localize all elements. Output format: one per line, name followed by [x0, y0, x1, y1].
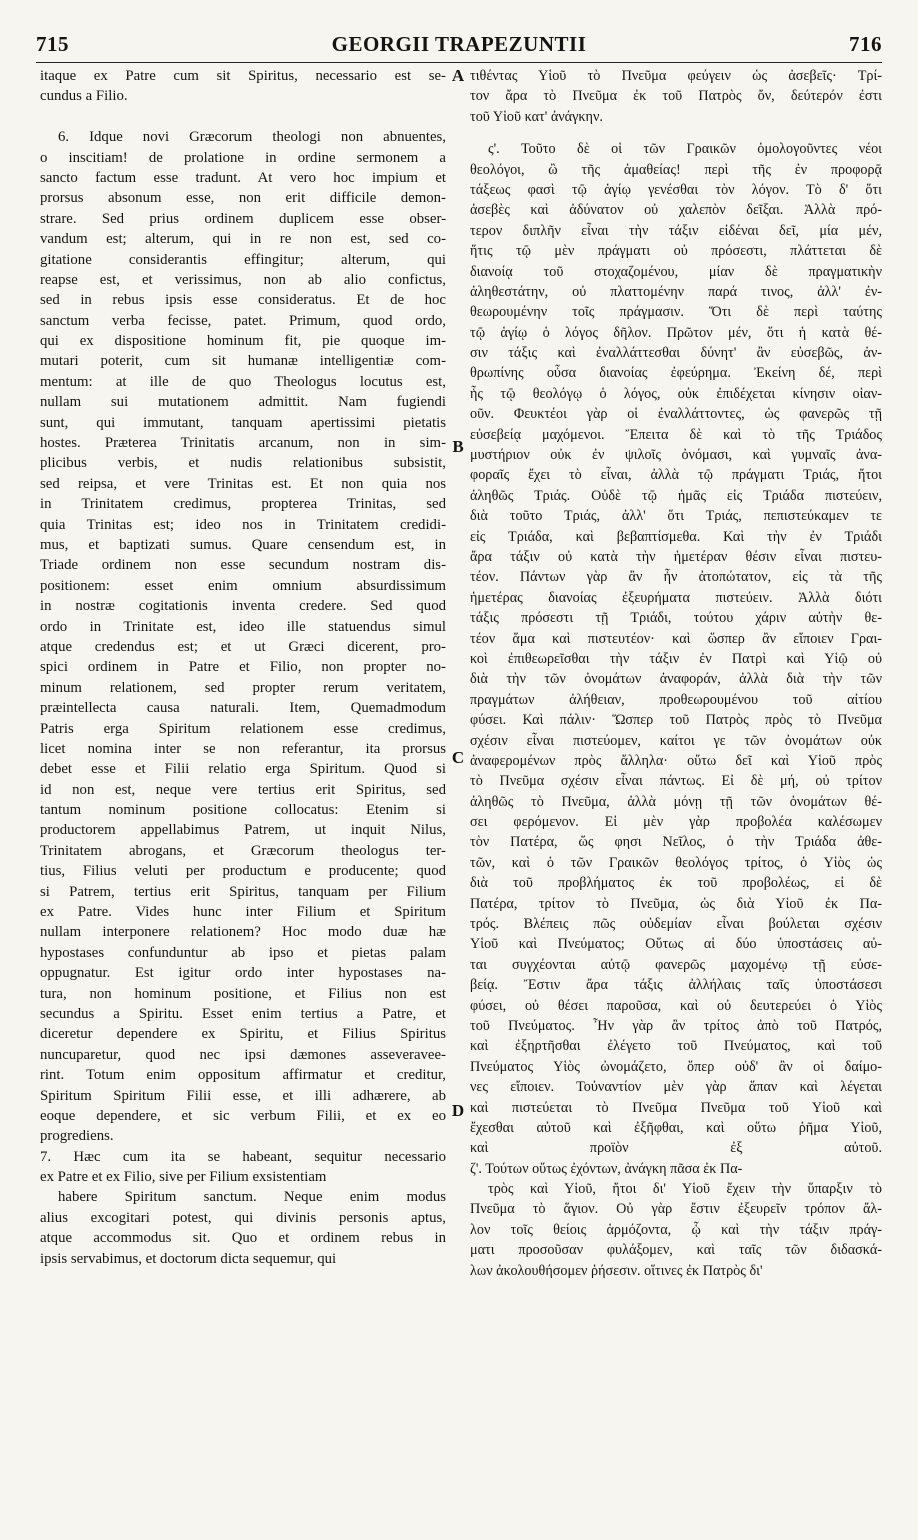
greek-text-line: φύσει, οὐ θέσει παροῦσα, καὶ οὐ δευτερεύει ὁ Υἱὸς [470, 997, 882, 1014]
greek-text-line: θρωπίνης οὖσα διανοίας ἐφεύρημα. Ἐκείνη δέ, περὶ [470, 365, 882, 382]
greek-text-line: τὸ Πνεῦμα σχέσιν εἶναι πάντως. Εἰ δὲ μή, οὐ τρίτον [470, 773, 882, 790]
latin-text-line: Triade ordinem non esse secundum nostram dis- [40, 557, 446, 574]
greek-text-line: τρὸς καὶ Υἱοῦ, ἤτοι δι' Υἱοῦ ἔχειν τὴν ὕπαρξιν τὸ [488, 1181, 882, 1198]
latin-text-line: prorsus absonum esse, non erit difficile demon- [40, 190, 446, 207]
latin-text-line: alius excogitari potest, qui divinis personis aptus, [40, 1209, 446, 1226]
paragraph-gap [40, 107, 446, 127]
latin-text-line: ipsis servabimus, et doctorum dicta sequemur, qui [40, 1250, 337, 1267]
latin-text-line: tius, Filius veluti per productum e producente; quod [40, 863, 446, 880]
latin-text-line: debet esse et Filii relatio erga Spiritum. Quod si [40, 761, 446, 778]
greek-text-line: Υἱοῦ καὶ Πνεύματος; Οὕτως αἱ δύο ὑποστάσεις αὐ- [470, 936, 882, 953]
latin-text-line: ordo in Trinitate est, ideo ille statuendus simul [40, 618, 446, 635]
latin-text-line: tantum nominum positione collocatus: Etenim si [40, 802, 446, 819]
page-number-left: 715 [36, 32, 69, 56]
latin-text-line: nuncuparetur, quod nec ipsi dæmones asseveravee- [40, 1046, 446, 1063]
greek-column [470, 66, 882, 1281]
latin-text-line: mentum: at ille de quo Theologus locutus est, [40, 373, 446, 390]
latin-text-line: reapse est, et verissimus, non ab alio confictus, [40, 271, 446, 288]
latin-text-line: sed reipsa, et vere Trinitas est. Et non quia nos [40, 475, 446, 492]
greek-text-line: ἀναφερομένων πρὸς ἄλληλα· οὕτω δεῖ καὶ Υἱοῦ πρὸς [470, 752, 882, 769]
section-mark-d: D [451, 1101, 465, 1120]
running-title: GEORGII TRAPEZUNTII [331, 32, 587, 56]
latin-text-line: ex Patre. Vides hunc inter Filium et Spiritum [40, 904, 446, 921]
greek-text-line: θεωρουμένην τοῖς πράγμασιν. Ὅτι δὲ περὶ ταύτης [470, 304, 882, 321]
header-rule [36, 62, 882, 63]
greek-text-line: βείᾳ. Ἔστιν ἄρα τάξις ἀλλήλαις ταῖς ὑποστάσεσι [470, 977, 882, 994]
latin-text-line: progrediens. [40, 1128, 114, 1145]
greek-text-line: ἥτις τῷ μὲν πράγματι οὐ πρόσεστι, πλάττεται δὲ [470, 243, 882, 260]
latin-text-line: licet nomina inter se non referantur, ita prorsus [40, 740, 446, 757]
latin-text-line: 7. Hæc cum ita se habeant, sequitur necessario [40, 1148, 446, 1165]
greek-text-line: ἔχεσθαι αὐτοῦ καὶ ἐξῆφθαι, καὶ οὕτω ῥῆμα Υἱοῦ, [470, 1119, 882, 1136]
running-header [36, 28, 882, 62]
greek-text-line: ἄρα τάξιν οὐ κατὰ τὴν ἡμετέραν θέσιν εἶναι πιστευ- [470, 548, 882, 565]
latin-text-line: Spiritum Spiritum Filii esse, et illi adhærere, ab [40, 1087, 446, 1104]
greek-text-line: ἀληθῶς Τριάς. Οὐδὲ τῷ ἡμᾶς εἰς Τριάδα πιστεύειν, [470, 487, 882, 504]
latin-text-line: atque accommodus sit. Quo et ordinem rebus in [40, 1230, 446, 1247]
latin-text-line: sanctum verba fecisse, patet. Primum, quod ordo, [40, 312, 446, 329]
latin-text-line: nullam interponere relationem? Hoc modo duæ hæ [40, 924, 446, 941]
greek-text-line: φοραῖς ἔχει τὸ εἶναι, ἀλλὰ τῷ πράγματι Τριάς, ἤτοι [470, 467, 882, 484]
section-mark-b: B [452, 437, 464, 456]
latin-text-line: qui ex dispositione hominum fit, pie quoque im- [40, 333, 446, 350]
latin-text-line: diceretur dependere ex Spiritu, et Filius Spiritus [40, 1026, 446, 1043]
greek-text-line: ματι προσοῦσαν φυλάξομεν, καὶ ταῖς τῶν διδασκά- [470, 1242, 882, 1259]
greek-text-line: ἀσεβὲς καὶ ἀδύνατον οὐ χαλεπὸν δεῖξαι. Ἀλλὰ πρό- [470, 202, 882, 219]
greek-text-line: τιθέντας Υἱοῦ τὸ Πνεῦμα φεύγειν ὡς ἀσεβεῖς· Τρί- [470, 68, 882, 84]
greek-text-line: ζ'. Τούτων οὕτως ἐχόντων, ἀνάγκη πᾶσα ἐκ Πα- [470, 1160, 743, 1177]
greek-text-line: τάξις πρόσεστι τῇ Τριάδι, τούτου χάριν αὐτὴν θε- [470, 610, 882, 627]
greek-text-line: τοῦ Πνεύματος. Ἦν γὰρ ἂν τρίτος ἀπὸ τοῦ Πατρός, [470, 1017, 882, 1034]
latin-text-line: in Trinitatem credimus, propterea Trinitas, sed [40, 496, 446, 513]
greek-text-line: σει φερόμενον. Εἰ μὲν γὰρ προβολέα καλέσωμεν [470, 814, 882, 831]
latin-text-line: minum relationem, sed propter rerum veritatem, [40, 679, 446, 696]
greek-text-line: οῦν. Φευκτέοι γὰρ οἱ ἐναλλάττοντες, ὡς φανερῶς τῇ [470, 406, 882, 423]
greek-text-line: θεολόγοι, ὢ τῆς ἀμαθείας! περὶ τῆς ἐν προφορᾷ [470, 161, 882, 178]
latin-text-line: quia Trinitas est; ideo nos in Trinitatem credidi- [40, 516, 446, 533]
latin-text-line: rint. Totum enim oppositum affirmatur et creditur, [40, 1067, 446, 1084]
latin-text-line: o inscitiam! de prolatione in ordine sermonem a [40, 149, 446, 166]
latin-text-line: si Patrem, tertius erit Spiritus, tanquam per Filium [40, 883, 446, 900]
section-mark-c: C [451, 748, 465, 767]
latin-text-line: habere Spiritum sanctum. Neque enim modus [58, 1189, 446, 1206]
section-mark-a: A [451, 66, 465, 85]
greek-text-line: διὰ τοῦτο Τριάς, ἀλλ' ὅτι Τριάς, πεπιστεύκαμεν τε [470, 508, 882, 525]
greek-text-line: πραγμάτων ἀλήθειαν, προθεωρουμένου τοῦ αἰτίου [470, 691, 882, 708]
latin-text-line: hostes. Præterea Trinitatis arcanum, non in sim- [40, 435, 446, 452]
greek-text-line: καὶ προϊὸν ἐξ αὐτοῦ. [470, 1140, 882, 1157]
latin-text-line: plicibus verbis, et nudis relationibus subsistit, [40, 455, 446, 472]
latin-text-line: nullam sui mutationem admittit. Nam fugiendi [40, 394, 446, 411]
latin-text-line: tura, non hominum positione, et Filius non est [40, 985, 446, 1002]
greek-text-line: τέον ἅμα καὶ πιστευτέον· καὶ ὥσπερ ἂν εἴποιεν Γραι- [470, 630, 882, 647]
latin-column [40, 66, 446, 1269]
latin-text-line: secundus a Spiritu. Esset enim tertius a Patre, et [40, 1005, 446, 1022]
latin-text-line: cundus a Filio. [40, 88, 128, 105]
greek-text-line: Πνεύματος Υἱὸς ὠνομάζετο, ὅπερ οὐδ' ἂν οἱ δαίμο- [470, 1058, 882, 1075]
page-number-right: 716 [849, 32, 882, 56]
latin-text-line: oppugnatur. Est igitur ordo inter hypostases na- [40, 965, 446, 982]
greek-text-line: σιν τάξις καὶ ἐναλλάττεσθαι δύνητ' ἂν εὐσεβῶς, ἀν- [470, 345, 882, 362]
latin-text-line: Patris erga Spiritum relationem esse credimus, [40, 720, 446, 737]
greek-text-line: ἧς τῷ θεολόγῳ ὁ λόγος, οὐκ ἐπιδέχεται κίνησιν οἱαν- [470, 385, 882, 402]
greek-text-line: καὶ ἐξηρτῆσθαι ἐλέγετο τοῦ Πνεύματος, καὶ τοῦ [470, 1038, 882, 1055]
paragraph-gap [470, 127, 882, 139]
latin-text-line: eoque dependere, et sic verbum Filii, et ex eo [40, 1107, 446, 1124]
greek-text-line: τρός. Βλέπεις πῶς οὐδεμίαν εἶναι βούλεται σχέσιν [470, 916, 882, 933]
greek-text-line: φύσει. Καὶ πάλιν· Ὥσπερ τοῦ Πατρὸς πρὸς τὸ Πνεῦμα [470, 712, 882, 729]
latin-text-line: ex Patre et ex Filio, sive per Filium exsistentiam [40, 1169, 327, 1186]
latin-text-line: vandum est; alterum, qui in re non est, sed co- [40, 231, 446, 248]
latin-text-line: sed in rebus ipsis esse consideratus. Et de hoc [40, 292, 446, 309]
greek-text-line: Πνεῦμα τὸ ἅγιον. Οὐ γὰρ ἔστιν ἐξευρεῖν τρόπον ἄλ- [470, 1201, 882, 1218]
greek-text-line: τον ἄρα τὸ Πνεῦμα ἐκ τοῦ Πατρὸς ὄν, δεύτερόν ἐστι [470, 88, 882, 105]
latin-text-line: spici ordinem in Patre et Filio, non propter no- [40, 659, 446, 676]
greek-text-line: εἰς Τριάδα, καὶ βεβαπτίσμεθα. Καὶ τὴν ἐν Τριάδι [470, 528, 882, 545]
greek-text-line: τέον. Πάντων γὰρ ἂν ἦν ἀτοπώτατον, εἰς τὰ τῆς [470, 569, 882, 586]
latin-text-line: id non est, neque vere tertius erit Spiritus, sed [40, 781, 446, 798]
latin-text-line: præintellecta causa naturali. Item, Quemadmodum [40, 700, 446, 717]
latin-text-line: sancto factum esse tradunt. At vero hoc impium et [40, 169, 446, 186]
greek-text-line: κοὶ ἐπιθεωρεῖσθαι τὴν τάξιν ἐν Πατρὶ καὶ Υἱῷ οὐ [470, 650, 882, 667]
greek-text-line: ἀληθῶς τὸ Πνεῦμα, ἀλλὰ μόνῃ τῇ τῶν ὀνομάτων θέ- [470, 793, 882, 810]
greek-text-line: τοῦ Υἱοῦ κατ' ἀνάγκην. [470, 108, 603, 125]
greek-text-line: τὸν Πατέρα, ὥς φησι Νεῖλος, ὁ τὴν Τριάδα ἀθε- [470, 834, 882, 851]
greek-text-line: τάξεως φασὶ τῷ ἁγίῳ γενέσθαι τὸν λόγον. Τὸ δ' ὅτι [470, 181, 882, 198]
greek-text-line: σχέσιν εἶναι πιστεύομεν, καίτοι γε τῶν ὀνομάτων οὐκ [470, 732, 882, 749]
greek-text-line: διὰ τοῦ προβλήματος ἐκ τοῦ προβολέως, εἰ δὲ [470, 875, 882, 892]
greek-text-line: ς'. Τοῦτο δὲ οἱ τῶν Γραικῶν ὁμολογοῦντες νέοι [488, 141, 882, 158]
latin-text-line: mutari poterit, cum sit humanæ intelligentiæ com- [40, 353, 446, 370]
latin-text-line: atque credendus est; et ut Græci dicerent, pro- [40, 638, 446, 655]
greek-text-line: ἡμετέρας διανοίας ἐξευρήματα πιστεύειν. Ἀλλὰ διότι [470, 589, 882, 606]
latin-text-line: mus, et baptizati sumus. Quare censendum est, in [40, 536, 446, 553]
greek-text-line: Πατέρα, τρίτον τὸ Πνεῦμα, ὡς διὰ Υἱοῦ ἐκ Πα- [470, 895, 882, 912]
latin-text-line: Trinitatem abrogans, et Græcorum theologus ter- [40, 842, 446, 859]
latin-text-line: in nostræ cogitationis inventa credere. Sed quod [40, 598, 446, 615]
greek-text-line: μυστήριον οὐκ ἐν ψιλοῖς ὀνόμασι, καὶ γυμναῖς ἀνα- [470, 447, 882, 464]
latin-text-line: itaque ex Patre cum sit Spiritus, necessario est se- [40, 68, 446, 84]
latin-text-line: productorem appellabimus Patrem, ut inquit Nilus, [40, 822, 446, 839]
latin-text-line: hypostases confunduntur ab ipso et pietas palam [40, 944, 446, 961]
latin-text-line: 6. Idque novi Græcorum theologi non abnuentes, [58, 129, 446, 146]
greek-text-line: ται συγχέονται αὐτῷ φανερῶς μαχομένῳ τῇ εὐσε- [470, 956, 882, 973]
greek-text-line: λον τοῖς θείοις ἁρμόζοντα, ᾧ καὶ τὴν τάξιν πράγ- [470, 1221, 882, 1238]
greek-text-line: ἀληθεστάτην, οὐ πλαττομένην παρά τινος, ἀλλ' ἐν- [470, 283, 882, 300]
greek-text-line: διανοίᾳ τοῦ στοχαζομένου, μίαν δὲ πραγματικὴν [470, 263, 882, 280]
latin-text-line: positionem: esset enim omnium absurdissimum [40, 577, 446, 594]
greek-text-line: τῷ ἁγίῳ ὁ λόγος δῆλον. Πρῶτον μέν, ὅτι ἡ κατὰ θέ- [470, 324, 882, 341]
greek-text-line: νες εἴποιεν. Τοὐναντίον μὲν γὰρ ἅπαν καὶ λέγεται [470, 1079, 882, 1096]
latin-text-line: sunt, qui immutant, tanquam apertissimi pietatis [40, 414, 446, 431]
greek-text-line: τῶν, καὶ ὁ τῶν Γραικῶν θεολόγος τρίτος, ὁ Υἱὸς ὡς [470, 854, 882, 871]
greek-text-line: τερον διπλῆν εἶναι τὴν τάξιν εἰδέναι δεῖ, μία μέν, [470, 222, 882, 239]
greek-text-line: λων ἀκολουθήσομεν ῥήσεσιν. οἵτινες ἐκ Πατρὸς δι' [470, 1262, 763, 1279]
latin-text-line: strare. Sed prius ordinem duplicem esse obser- [40, 210, 446, 227]
greek-text-line: εὐσεβείᾳ μαχόμενοι. Ἔπειτα δὲ καὶ τὸ τῆς Τριάδος [470, 426, 882, 443]
latin-text-line: gitatione considerantis effingitur; alterum, qui [40, 251, 446, 268]
greek-text-line: διὰ τὴν τῶν ὀνομάτων ἀναφοράν, ἀλλὰ διὰ τὴν τῶν [470, 671, 882, 688]
greek-text-line: καὶ πιστεύεται τὸ Πνεῦμα Πνεῦμα τοῦ Υἱοῦ καὶ [470, 1099, 882, 1116]
